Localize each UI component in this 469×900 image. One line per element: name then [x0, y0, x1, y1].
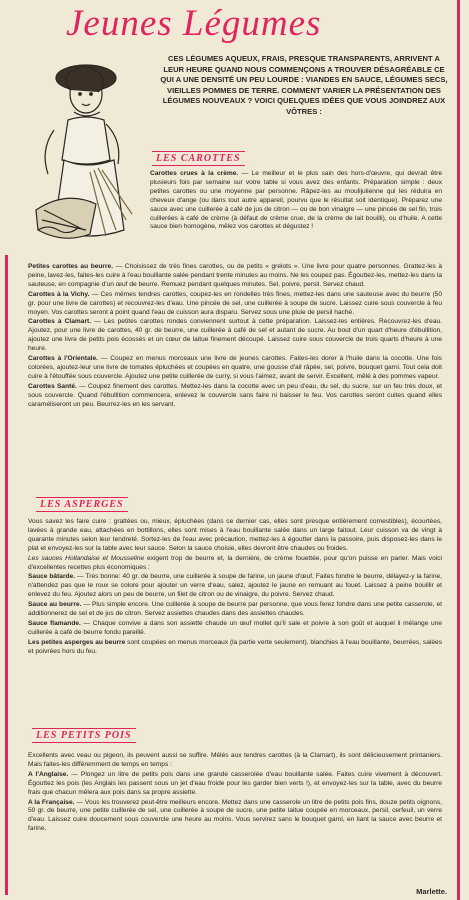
right-margin-rule	[457, 0, 460, 900]
recipe-label: Petites carottes au beurre.	[28, 263, 114, 270]
recipe-label: Carottes Santé.	[28, 382, 77, 390]
recipe-label: Carottes à Clamart.	[28, 318, 92, 326]
recipe-text: — Coupez en menus morceaux une livre de jeunes carottes. Faites-les dorer à l'huile dans la cocotte. Une fois colorées, ajoutez-leur une livre de tomates épluchées et coupées en quatre, une gousse d'ail râpée, sel, poivre, bouquet garni. Tout cela doit cuire à l'étouffée sous couvercle. Ajoutez une petite cuillerée de curry, si vous l'aimez, avant de servir. Excellent, mêlé à des pommes vapeur.	[28, 355, 442, 380]
woman-with-vegetables-illustration	[24, 60, 142, 258]
recipe-label: Sauce bâtarde.	[28, 573, 76, 581]
recipe-label: Les petites asperges au beurre	[28, 638, 126, 646]
recipe-label: Carottes à la Vichy.	[28, 290, 90, 298]
recipe-text: — Le meilleur et le plus sain des hors-d'œuvre, qui devrait être plusieurs fois par semaine sur votre table si vous avez des enfants. Préparation simple : deux petites carottes ou une moyenne par personne. Râpez-les au moulijulienne qui les réduira en cheveux d'ange (ou dans tout autre appareil, pourvu que le résultat soit identique). Préparez une sauce avec une cuillerée à café de jus de citron — ou de bon vinaigre — une pincée de sel fin, trois cuillerées à café de crème (à défaut de crème crue, de la crème de lait bouilli), ou d'huile. A cette sauce bien homogène, mêlez vos carottes et dégustez !	[150, 170, 442, 231]
sauces-emphasis: Les sauces Hollandaise et Mousseline	[28, 554, 145, 562]
sauces-text: exigent trop de beurre et, la dernière, de crème fouettée, pour qu'on puisse en parler. Mais voici d'excellentes recettes plus économiques :	[28, 554, 442, 571]
asperges-section	[28, 518, 442, 658]
asperges-heading: LES ASPERGES	[36, 497, 128, 512]
recipe-text: — Coupez finement des carottes. Mettez-les dans la cocotte avec un peu d'eau, du sel, du sucre, sur un feu très doux, et sous couvercle. Quand l'ébullition commencera, enlevez le couvercle sans faire ni baisser le feu. Vos carottes seront cuites quand elles caraméliseront un peu. Beurrez-les en les servant.	[28, 382, 442, 408]
recipe-text: — Ces mêmes tendres carottes, coupez-les en rondelles très fines, mettez-les dans une sauteuse avec du beurre (50 gr. pour une livre de carottes) et recouvrez-les d'eau. Une pincée de sel, une cuillerée à soupe de sucre. Laissez cuire sous couvercle à feu moyen. Vos carottes seront à point quand l'eau de cuisson aura disparu. Servez sous une pluie de persil haché.	[28, 290, 443, 316]
page-title: Jeunes Légumes	[66, 3, 322, 44]
recipe-label: Sauce au beurre.	[28, 601, 82, 609]
carottes-recipe-list	[28, 263, 442, 411]
petits-pois-section	[28, 752, 442, 835]
recipe-text: — Choisissez de très fines carottes, ou de petits « grelots ». Une livre pour quatre personnes. Grattez-les à peine, lavez-les, faites-les cuire à l'eau bouillante salée pendant trente minutes au moins. Ne les coupez pas. Égouttez-les, mettez-les dans la sauteuse, en compagnie d'un œuf de beurre. Remuez pendant quelques minutes. Sel, poivre, persil. Servez chaud.	[28, 263, 443, 288]
petits-pois-intro: Excellents avec veau ou pigeon, ils peuvent aussi se suffire. Mêlés aux tendres carottes (à la Clamart), ils sont délicieusement printaniers. Mais faites-les différemment de temps en temps :	[28, 752, 442, 768]
recipe-label: A la Française.	[28, 798, 75, 806]
carottes-recipe-1	[150, 170, 442, 232]
petits-pois-heading: LES PETITS POIS	[32, 728, 136, 743]
recipe-label: A l'Anglaise.	[28, 770, 69, 778]
recipe-text: — Très bonne: 40 gr. de beurre, une cuillerée à soupe de farine, un jaune d'œuf. Faites fondre le beurre, délayez-y la farine, n'attendez pas que le roux se colore pour ajouter un verre d'eau, salez, ajoutez le jaune en remuant au fouet. Laissez à peine bouillir et enlevez du feu. Ajoutez alors un peu de beurre, un filet de citron ou de vinaigre, du poivre. Servez chaud.	[28, 573, 443, 599]
recipe-text: sont coupées en menus morceaux (la partie verte seulement), blanchies à l'eau bouillante, beurrées, salées et poivrées hors du feu.	[28, 638, 442, 655]
recipe-label: Carottes à l'Orientale.	[28, 355, 98, 363]
intro-paragraph: CES LÉGUMES AQUEUX, FRAIS, PRESQUE TRANSPARENTS, ARRIVENT A LEUR HEURE QUAND NOUS COMMENÇONS A TROUVER DÉSAGRÉABLE CE QUI A UNE DENSITÉ UN PEU LOURDE : VIANDES EN SAUCE, LÉGUMES SECS, VIEILLES POMMES DE TERRE. COMMENT VARIER LA PRÉSENTATION DES LÉGUMES NOUVEAUX ? VOICI QUELQUES IDÉES QUE VOUS JOINDREZ AUX VÔTRES :	[160, 54, 448, 116]
asperges-intro: Vous savez les faire cuire : grattées ou, mieux, épluchées (dans ce dernier cas, elles sont presque entièrement comestibles), écourtées, lavées à grande eau, attachées en bottillons, elles sont mises à l'eau bouillante salée dans un large faitout. Leur cuisson va de vingt à quarante minutes selon leur tendreté. Sortez-les de l'eau avec précaution, mettez-les à égoutter dans la passoire, puis disposez-les dans le plat et envoyez-les sur la table avec leur sauce. Selon la sauce choisie, elles devront être chaudes ou froides.	[28, 518, 442, 552]
recipe-text: — Plus simple encore. Une cuillerée à soupe de beurre par personne, que vous ferez fondre dans une petite casserole, et additionnerez de sel et de jus de citron. Servez assiettes chaudes dans des assiettes chaudes.	[28, 601, 443, 618]
recipe-label: Sauce flamande.	[28, 619, 81, 627]
recipe-label: Carottes crues à la crème.	[150, 170, 239, 177]
left-margin-rule	[5, 255, 8, 895]
carottes-heading: LES CAROTTES	[152, 151, 245, 166]
recipe-text: — Plongez un litre de petits pois dans une grande casserolée d'eau bouillante salée. Faites cuire vivement à découvert. Égouttez les pois (les Anglais les passent sous un jet d'eau froide pour les garder bien verts !), et envoyez-les sur la table, avec du beurre frais que chacun mêlera aux pois dans sa propre assiette.	[28, 770, 442, 796]
recipe-text: — Vous les trouverez peut-être meilleurs encore. Mettez dans une casserole un litre de petits pois fins, douze petits oignons, 50 gr. de beurre, une petite cuillerée de sel, une cuillerée à soupe de sucre, une petite laitue coupée en morceaux, persil, cerfeuil, un verre d'eau. Laissez cuire doucement sous couvercle une heure au moins. Vous servirez sans le bouquet garni, en liant la sauce avec beurre et farine.	[28, 798, 442, 833]
recipe-text: — Chaque convive a dans son assiette chaude un œuf mollet qu'il sale et poivre à son goût et auquel il mélange une cuillerée à café de beurre fondu pareillé.	[28, 619, 443, 636]
recipe-text: — Les petites carottes rondes conviennent surtout à cette préparation. Laissez-les entières. Recouvrez-les d'eau. Ajoutez, pour une livre de carottes, 40 gr. de beurre, une cuillerée à café de sel et autant de sucre. Au bout d'un quart d'heure d'ébullition, ajoutez une livre de petits pois écossés et un cœur de laitue finement découpé. Laissez cuire sous couvercle de trois quarts d'heure à une heure.	[28, 318, 442, 353]
author-signature: Marlette.	[416, 887, 447, 896]
